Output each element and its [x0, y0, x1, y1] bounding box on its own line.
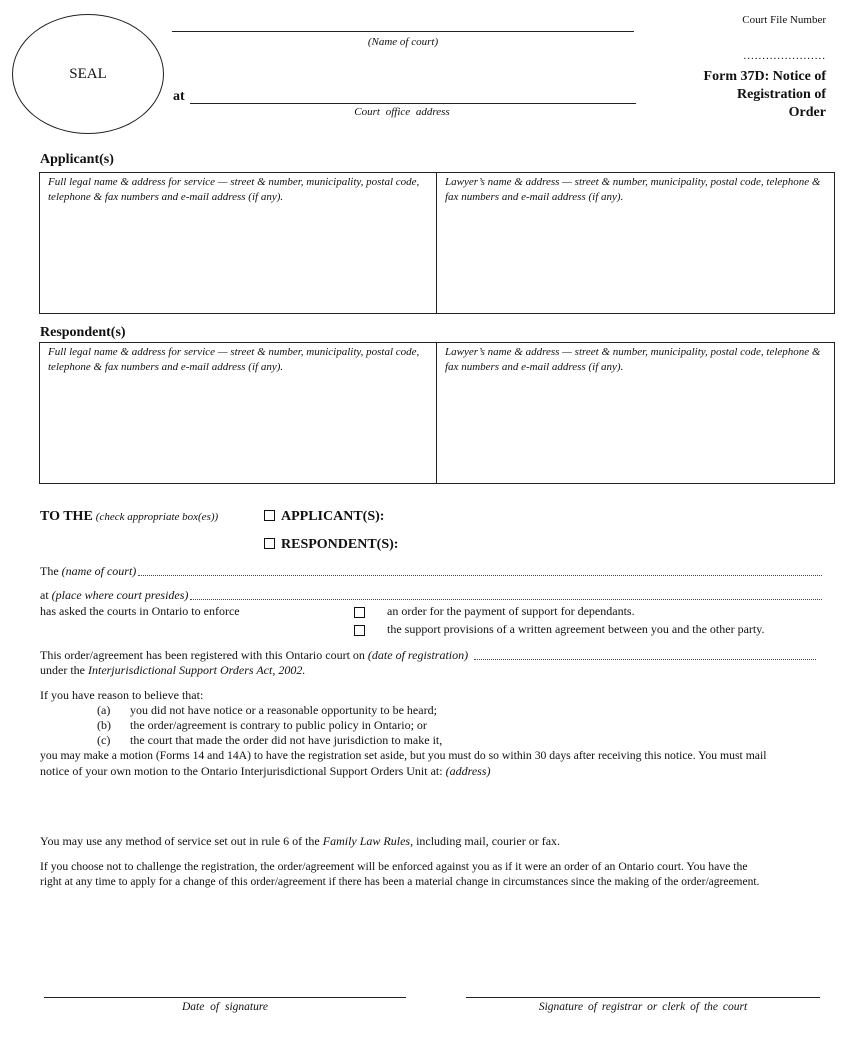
service-post: including mail, courier or fax. — [416, 834, 561, 848]
form-title-line-2: Registration of — [736, 87, 826, 102]
to-the-row — [40, 509, 218, 525]
court-file-number-label: Court File Number — [742, 14, 826, 26]
registrar-signature-caption: Signature of registrar or clerk of the court — [538, 1001, 748, 1013]
seal-circle — [12, 14, 164, 134]
service-row — [40, 834, 560, 849]
challenge-line-1: If you choose not to challenge the registration, the order/agreement will be enforced against you as if it were an order of an Ontario court. You have the — [40, 860, 748, 873]
form-title — [704, 68, 826, 122]
reason-a — [97, 703, 437, 718]
support-order-checkbox[interactable] — [354, 607, 365, 618]
applicants-checkbox-label: APPLICANT(S): — [281, 509, 385, 524]
registration-act-row — [40, 663, 305, 678]
family-law-rules: Family Law Rules, — [322, 834, 414, 848]
court-name-caption: (Name of court) — [367, 36, 439, 48]
court-name-line[interactable] — [172, 18, 634, 32]
reason-c — [97, 733, 442, 748]
to-the-label: TO THE — [40, 509, 93, 524]
place-row — [40, 588, 822, 603]
respondent-lawyer-label: Lawyer’s name & address — street & number, municipality, postal code, telephone & fax numbers and e-mail address (if any). — [445, 346, 821, 373]
respondents-checkbox[interactable] — [264, 538, 275, 549]
at-label: at — [173, 89, 185, 104]
court-address-caption: Court office address — [354, 106, 450, 118]
respondents-table — [39, 342, 835, 484]
address-label: (address) — [445, 764, 491, 778]
applicants-table — [39, 172, 835, 314]
applicant-lawyer-cell[interactable] — [437, 173, 834, 313]
name-of-court-label: (name of court) — [61, 564, 137, 578]
seal-label: SEAL — [69, 65, 107, 82]
date-of-signature-caption: Date of signature — [181, 1001, 269, 1013]
name-of-court-field[interactable] — [138, 564, 822, 576]
to-the-hint: (check appropriate box(es)) — [95, 511, 219, 523]
applicant-details-label: Full legal name & address for service — street & number, municipality, postal code, telephone & fax numbers and e-mail address (if any). — [48, 176, 420, 203]
respondents-title: Respondent(s) — [40, 325, 126, 340]
applicants-checkbox[interactable] — [264, 510, 275, 521]
reason-b-mark: (b) — [97, 718, 111, 732]
the-label: The — [40, 564, 59, 578]
reason-c-text: the court that made the order did not have jurisdiction to make it, — [130, 733, 443, 747]
registration-row — [40, 648, 816, 663]
respondent-details-cell[interactable] — [40, 343, 437, 483]
respondent-lawyer-cell[interactable] — [437, 343, 834, 483]
court-address-line[interactable] — [190, 90, 636, 104]
motion-line-2 — [40, 764, 490, 779]
form-title-line-1: Form 37D: Notice of — [703, 69, 826, 84]
applicant-details-cell[interactable] — [40, 173, 437, 313]
service-pre: You may use any method of service set out in rule 6 of the — [40, 834, 320, 848]
asked-enforce-text: has asked the courts in Ontario to enforce — [40, 604, 240, 618]
motion-line-1: you may make a motion (Forms 14 and 14A) to have the registration set aside, but you must do so within 30 days after receiving this notice. You must mail — [40, 749, 767, 762]
at-place-label: at — [40, 588, 49, 602]
challenge-line-2: right at any time to apply for a change of this order/agreement if there has been a material change in circumstances since the making of the order/agreement. — [40, 876, 760, 888]
agreement-checkbox[interactable] — [354, 625, 365, 636]
motion-line-2-text: notice of your own motion to the Ontario Interjurisdictional Support Orders Unit at: — [40, 764, 443, 778]
respondents-checkbox-label: RESPONDENT(S): — [281, 537, 399, 552]
date-of-signature-line[interactable] — [44, 985, 406, 998]
reason-b-text: the order/agreement is contrary to public policy in Ontario; or — [130, 718, 427, 732]
registration-date-field[interactable] — [474, 648, 816, 660]
respondent-details-label: Full legal name & address for service — street & number, municipality, postal code, telephone & fax numbers and e-mail address (if any). — [48, 346, 420, 373]
registration-act-name: Interjurisdictional Support Orders Act, 2002. — [87, 663, 306, 677]
place-label: (place where court presides) — [51, 588, 189, 602]
registrar-signature-line[interactable] — [466, 985, 820, 998]
court-file-number-field[interactable]: ...................... — [743, 50, 826, 62]
registration-text: This order/agreement has been registered with this Ontario court on — [40, 648, 365, 662]
option-support-order-row[interactable] — [354, 604, 635, 619]
applicant-lawyer-label: Lawyer’s name & address — street & number, municipality, postal code, telephone & fax numbers and e-mail address (if any). — [445, 176, 821, 203]
support-order-label: an order for the payment of support for dependants. — [387, 604, 635, 618]
reason-a-text: you did not have notice or a reasonable opportunity to be heard; — [130, 703, 437, 717]
reason-a-mark: (a) — [97, 703, 111, 717]
respondents-checkbox-row[interactable] — [264, 537, 398, 553]
form-title-line-3: Order — [788, 105, 826, 120]
agreement-label: the support provisions of a written agreement between you and the other party. — [387, 622, 765, 636]
applicants-title: Applicant(s) — [40, 152, 114, 167]
reason-c-mark: (c) — [97, 733, 111, 747]
place-field[interactable] — [190, 588, 822, 600]
reason-intro: If you have reason to believe that: — [40, 688, 204, 702]
name-of-court-row — [40, 564, 822, 579]
reason-b — [97, 718, 427, 733]
option-agreement-row[interactable] — [354, 622, 764, 637]
registration-act-pre: under the — [40, 663, 85, 677]
registration-date-label: (date of registration) — [367, 648, 469, 662]
applicants-checkbox-row[interactable] — [264, 509, 384, 525]
